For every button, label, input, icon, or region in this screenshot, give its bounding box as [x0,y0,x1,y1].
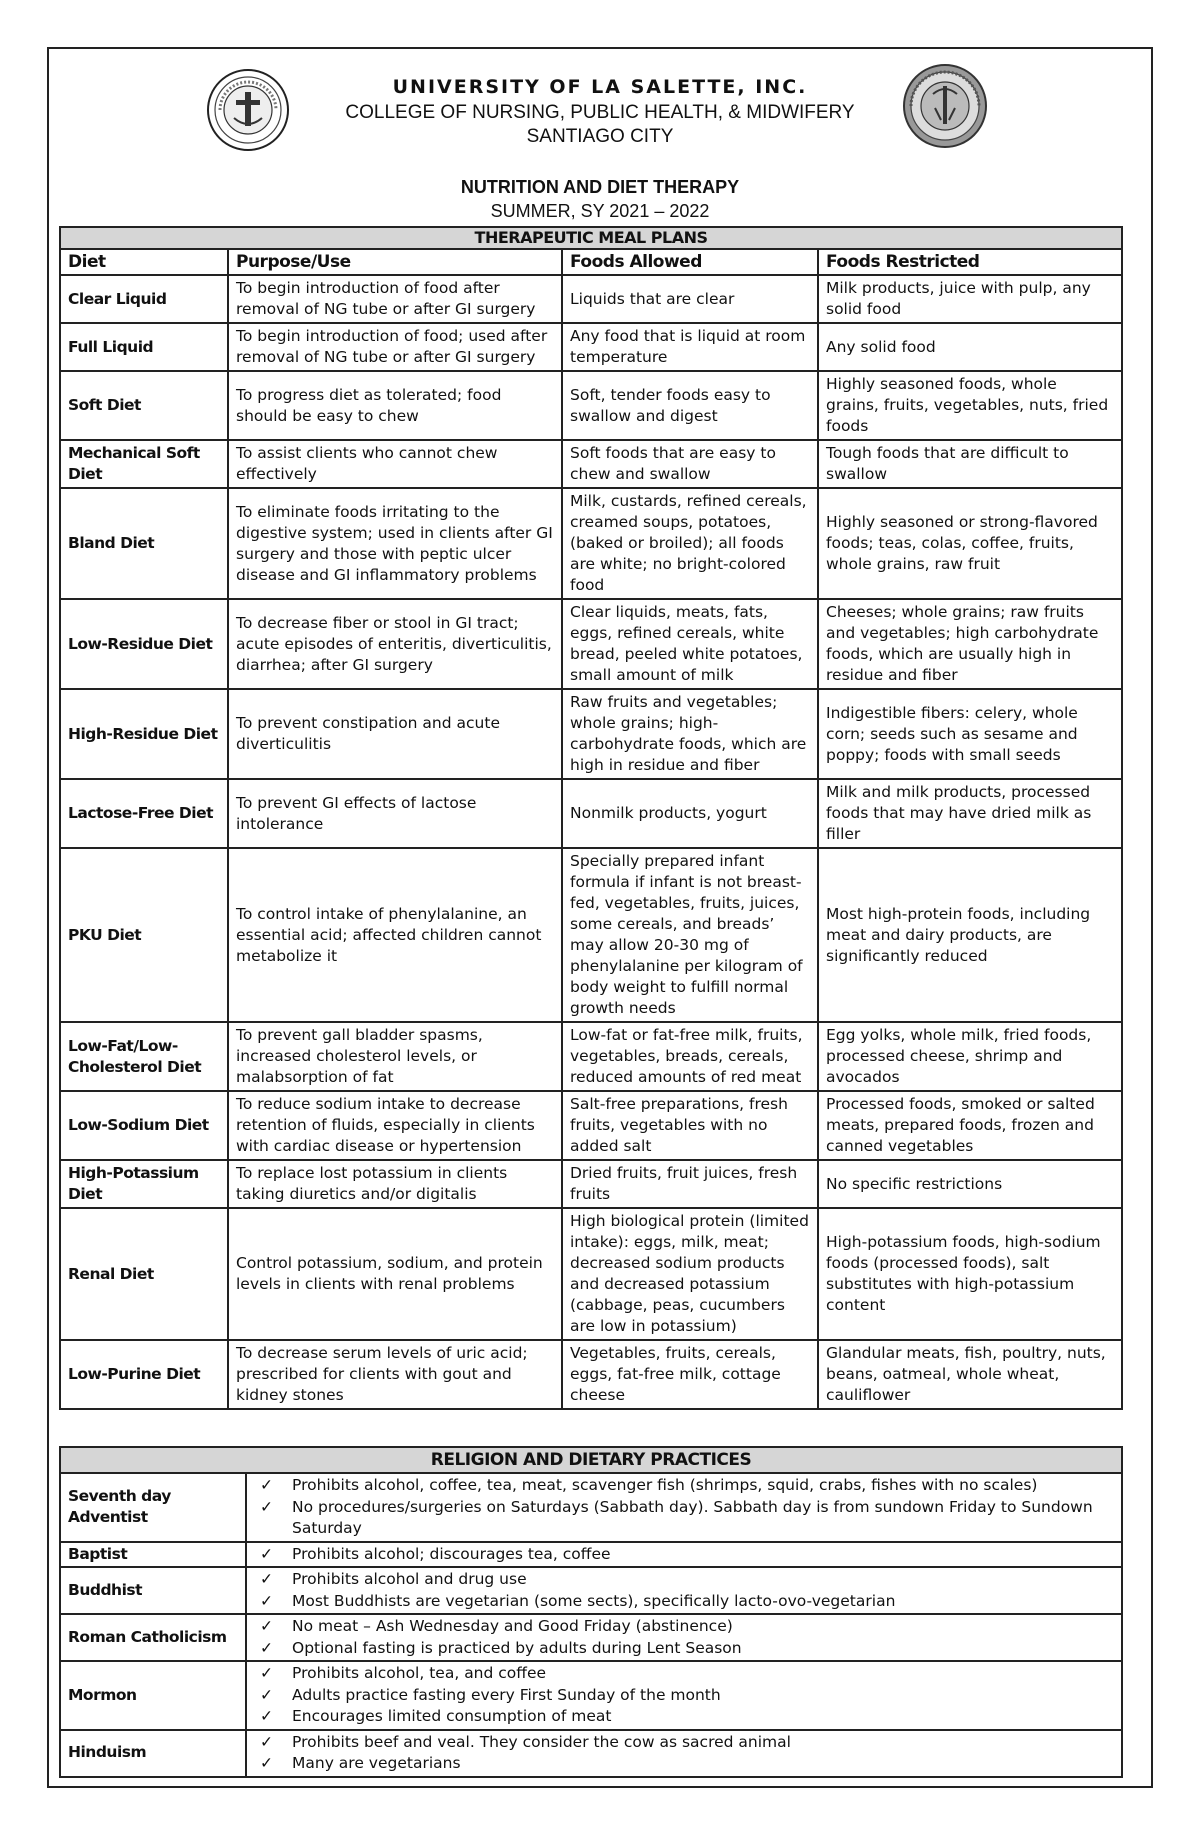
religion-name: Seventh day Adventist [60,1473,246,1542]
practice-text: Adults practice fasting every First Sunday of the month [292,1685,721,1704]
column-header-restricted: Foods Restricted [818,249,1122,275]
restricted-cell: Tough foods that are difficult to swallow [818,440,1122,488]
list-item [254,1753,1114,1775]
allowed-cell: Any food that is liquid at room temperature [562,323,818,371]
diet-cell: Full Liquid [60,323,228,371]
diet-cell: Clear Liquid [60,275,228,323]
restricted-cell: Milk products, juice with pulp, any solid food [818,275,1122,323]
practice-text: Prohibits alcohol, coffee, tea, meat, scavenger fish (shrimps, squid, crabs, fishes with no scales) [292,1476,1038,1494]
purpose-cell: To reduce sodium intake to decrease retention of fluids, especially in clients with cardiac disease or hypertension [228,1091,562,1160]
purpose-cell: To replace lost potassium in clients taking diuretics and/or digitalis [228,1160,562,1208]
religion-table [59,1446,1123,1778]
list-item [254,1569,1114,1591]
practice-text: Many are vegetarians [292,1754,461,1772]
table-row [60,1340,1122,1409]
list-item [254,1663,1114,1685]
meal-plans-table [59,226,1123,1410]
diet-cell: Low-Purine Diet [60,1340,228,1409]
allowed-cell: Specially prepared infant formula if infant is not breast-fed, vegetables, fruits, juices, some cereals, and breads’ may allow 20-30 mg of phenylalanine per kilogram of body weight to fulfill normal growth needs [562,848,818,1022]
table-row [60,599,1122,689]
table-row [60,1473,1122,1542]
check-mark-icon: ✓ [260,1570,273,1588]
purpose-cell: Control potassium, sodium, and protein levels in clients with renal problems [228,1208,562,1340]
allowed-cell: Soft, tender foods easy to swallow and digest [562,371,818,440]
table-row [60,488,1122,599]
check-mark-icon: ✓ [260,1638,273,1657]
restricted-cell: Glandular meats, fish, poultry, nuts, beans, oatmeal, whole wheat, cauliflower [818,1340,1122,1409]
check-mark-icon: ✓ [260,1707,273,1725]
table-row [60,848,1122,1022]
list-item [254,1591,1114,1613]
diet-cell: Soft Diet [60,371,228,440]
table-row [60,440,1122,488]
column-header-diet: Diet [60,249,228,275]
list-item [254,1544,1114,1566]
purpose-cell: To control intake of phenylalanine, an essential acid; affected children cannot metabolize it [228,848,562,1022]
practice-text: Prohibits beef and veal. They consider the cow as sacred animal [292,1732,791,1751]
check-mark-icon: ✓ [260,1497,273,1516]
religion-name: Buddhist [60,1567,246,1614]
allowed-cell: Liquids that are clear [562,275,818,323]
purpose-cell: To decrease serum levels of uric acid; prescribed for clients with gout and kidney stones [228,1340,562,1409]
university-name: UNIVERSITY OF LA SALETTE, INC. [392,76,808,98]
list-item [254,1706,1114,1728]
diet-cell: High-Potassium Diet [60,1160,228,1208]
practice-text: Most Buddhists are vegetarian (some sects), specifically lacto-ovo-vegetarian [292,1591,896,1610]
restricted-cell: Highly seasoned foods, whole grains, fruits, vegetables, nuts, fried foods [818,371,1122,440]
restricted-cell: Milk and milk products, processed foods that may have dried milk as filler [818,779,1122,848]
religion-practices [246,1614,1122,1661]
table-row [60,779,1122,848]
practice-text: Prohibits alcohol and drug use [292,1570,527,1588]
practice-text: Encourages limited consumption of meat [292,1707,612,1725]
restricted-cell: High-potassium foods, high-sodium foods (processed foods), salt substitutes with high-potassium content [818,1208,1122,1340]
list-item [254,1475,1114,1497]
purpose-cell: To assist clients who cannot chew effectively [228,440,562,488]
diet-cell: Bland Diet [60,488,228,599]
restricted-cell: Processed foods, smoked or salted meats, prepared foods, frozen and canned vegetables [818,1091,1122,1160]
check-mark-icon: ✓ [260,1732,273,1751]
purpose-cell: To begin introduction of food after removal of NG tube or after GI surgery [228,275,562,323]
purpose-cell: To prevent gall bladder spasms, increased cholesterol levels, or malabsorption of fat [228,1022,562,1091]
purpose-cell: To progress diet as tolerated; food should be easy to chew [228,371,562,440]
practice-text: Prohibits alcohol, tea, and coffee [292,1664,547,1682]
diet-cell: Mechanical Soft Diet [60,440,228,488]
check-mark-icon: ✓ [260,1664,273,1682]
purpose-cell: To eliminate foods irritating to the digestive system; used in clients after GI surgery and those with peptic ulcer disease and GI inflammatory problems [228,488,562,599]
list-item [254,1616,1114,1638]
table-row [60,1091,1122,1160]
meal-plans-caption: THERAPEUTIC MEAL PLANS [60,227,1122,249]
table-row [60,689,1122,779]
purpose-cell: To prevent constipation and acute diverticulitis [228,689,562,779]
check-mark-icon: ✓ [260,1476,273,1494]
diet-cell: Renal Diet [60,1208,228,1340]
allowed-cell: Clear liquids, meats, fats, eggs, refined cereals, white bread, peeled white potatoes, small amount of milk [562,599,818,689]
purpose-cell: To prevent GI effects of lactose intolerance [228,779,562,848]
check-mark-icon: ✓ [260,1544,273,1563]
allowed-cell: Raw fruits and vegetables; whole grains; high-carbohydrate foods, which are high in residue and fiber [562,689,818,779]
table-row [60,275,1122,323]
table-row [60,1160,1122,1208]
allowed-cell: Vegetables, fruits, cereals, eggs, fat-free milk, cottage cheese [562,1340,818,1409]
list-item [254,1732,1114,1754]
religion-name: Roman Catholicism [60,1614,246,1661]
religion-caption: RELIGION AND DIETARY PRACTICES [60,1447,1122,1473]
purpose-cell: To begin introduction of food; used after removal of NG tube or after GI surgery [228,323,562,371]
religion-name: Hinduism [60,1730,246,1777]
religion-practices [246,1473,1122,1542]
list-item [254,1497,1114,1540]
practice-text: No procedures/surgeries on Saturdays (Sabbath day). Sabbath day is from sundown Friday to Sundown Saturday [292,1497,1093,1537]
allowed-cell: Milk, custards, refined cereals, creamed soups, potatoes, (baked or broiled); all foods are white; no bright-colored food [562,488,818,599]
religion-practices [246,1661,1122,1730]
allowed-cell: Low-fat or fat-free milk, fruits, vegetables, breads, cereals, reduced amounts of red meat [562,1022,818,1091]
practice-text: No meat – Ash Wednesday and Good Friday (abstinence) [292,1617,733,1635]
table-row [60,1022,1122,1091]
check-mark-icon: ✓ [260,1754,273,1772]
check-mark-icon: ✓ [260,1591,273,1610]
practice-text: Prohibits alcohol; discourages tea, coffee [292,1544,611,1563]
allowed-cell: Nonmilk products, yogurt [562,779,818,848]
restricted-cell: No specific restrictions [818,1160,1122,1208]
restricted-cell: Egg yolks, whole milk, fried foods, processed cheese, shrimp and avocados [818,1022,1122,1091]
table-row [60,1730,1122,1777]
diet-cell: High-Residue Diet [60,689,228,779]
list-item [254,1685,1114,1707]
table-row [60,1614,1122,1661]
diet-cell: Lactose-Free Diet [60,779,228,848]
table-row [60,1542,1122,1568]
allowed-cell: Salt-free preparations, fresh fruits, vegetables with no added salt [562,1091,818,1160]
column-header-purpose: Purpose/Use [228,249,562,275]
column-header-allowed: Foods Allowed [562,249,818,275]
city-name: SANTIAGO CITY [526,126,674,147]
religion-practices [246,1542,1122,1568]
practice-text: Optional fasting is practiced by adults during Lent Season [292,1638,742,1657]
allowed-cell: Dried fruits, fruit juices, fresh fruits [562,1160,818,1208]
religion-practices [246,1730,1122,1777]
diet-cell: Low-Residue Diet [60,599,228,689]
table-row [60,371,1122,440]
restricted-cell: Cheeses; whole grains; raw fruits and vegetables; high carbohydrate foods, which are usually high in residue and fiber [818,599,1122,689]
list-item [254,1638,1114,1660]
religion-name: Mormon [60,1661,246,1730]
purpose-cell: To decrease fiber or stool in GI tract; acute episodes of enteritis, diverticulitis, diarrhea; after GI surgery [228,599,562,689]
restricted-cell: Any solid food [818,323,1122,371]
religion-name: Baptist [60,1542,246,1568]
diet-cell: PKU Diet [60,848,228,1022]
diet-cell: Low-Fat/Low-Cholesterol Diet [60,1022,228,1091]
term-label: SUMMER, SY 2021 – 2022 [490,201,710,221]
diet-cell: Low-Sodium Diet [60,1091,228,1160]
check-mark-icon: ✓ [260,1685,273,1704]
table-row [60,323,1122,371]
course-title: NUTRITION AND DIET THERAPY [460,177,740,197]
allowed-cell: Soft foods that are easy to chew and swallow [562,440,818,488]
table-row [60,1567,1122,1614]
table-row [60,1208,1122,1340]
restricted-cell: Most high-protein foods, including meat and dairy products, are significantly reduced [818,848,1122,1022]
allowed-cell: High biological protein (limited intake): eggs, milk, meat; decreased sodium products and decreased potassium (cabbage, peas, cucumbers are low in potassium) [562,1208,818,1340]
check-mark-icon: ✓ [260,1617,273,1635]
restricted-cell: Indigestible fibers: celery, whole corn; seeds such as sesame and poppy; foods with small seeds [818,689,1122,779]
restricted-cell: Highly seasoned or strong-flavored foods; teas, colas, coffee, fruits, whole grains, raw fruit [818,488,1122,599]
college-name: COLLEGE OF NURSING, PUBLIC HEALTH, & MIDWIFERY [345,102,855,123]
religion-practices [246,1567,1122,1614]
table-row [60,1661,1122,1730]
